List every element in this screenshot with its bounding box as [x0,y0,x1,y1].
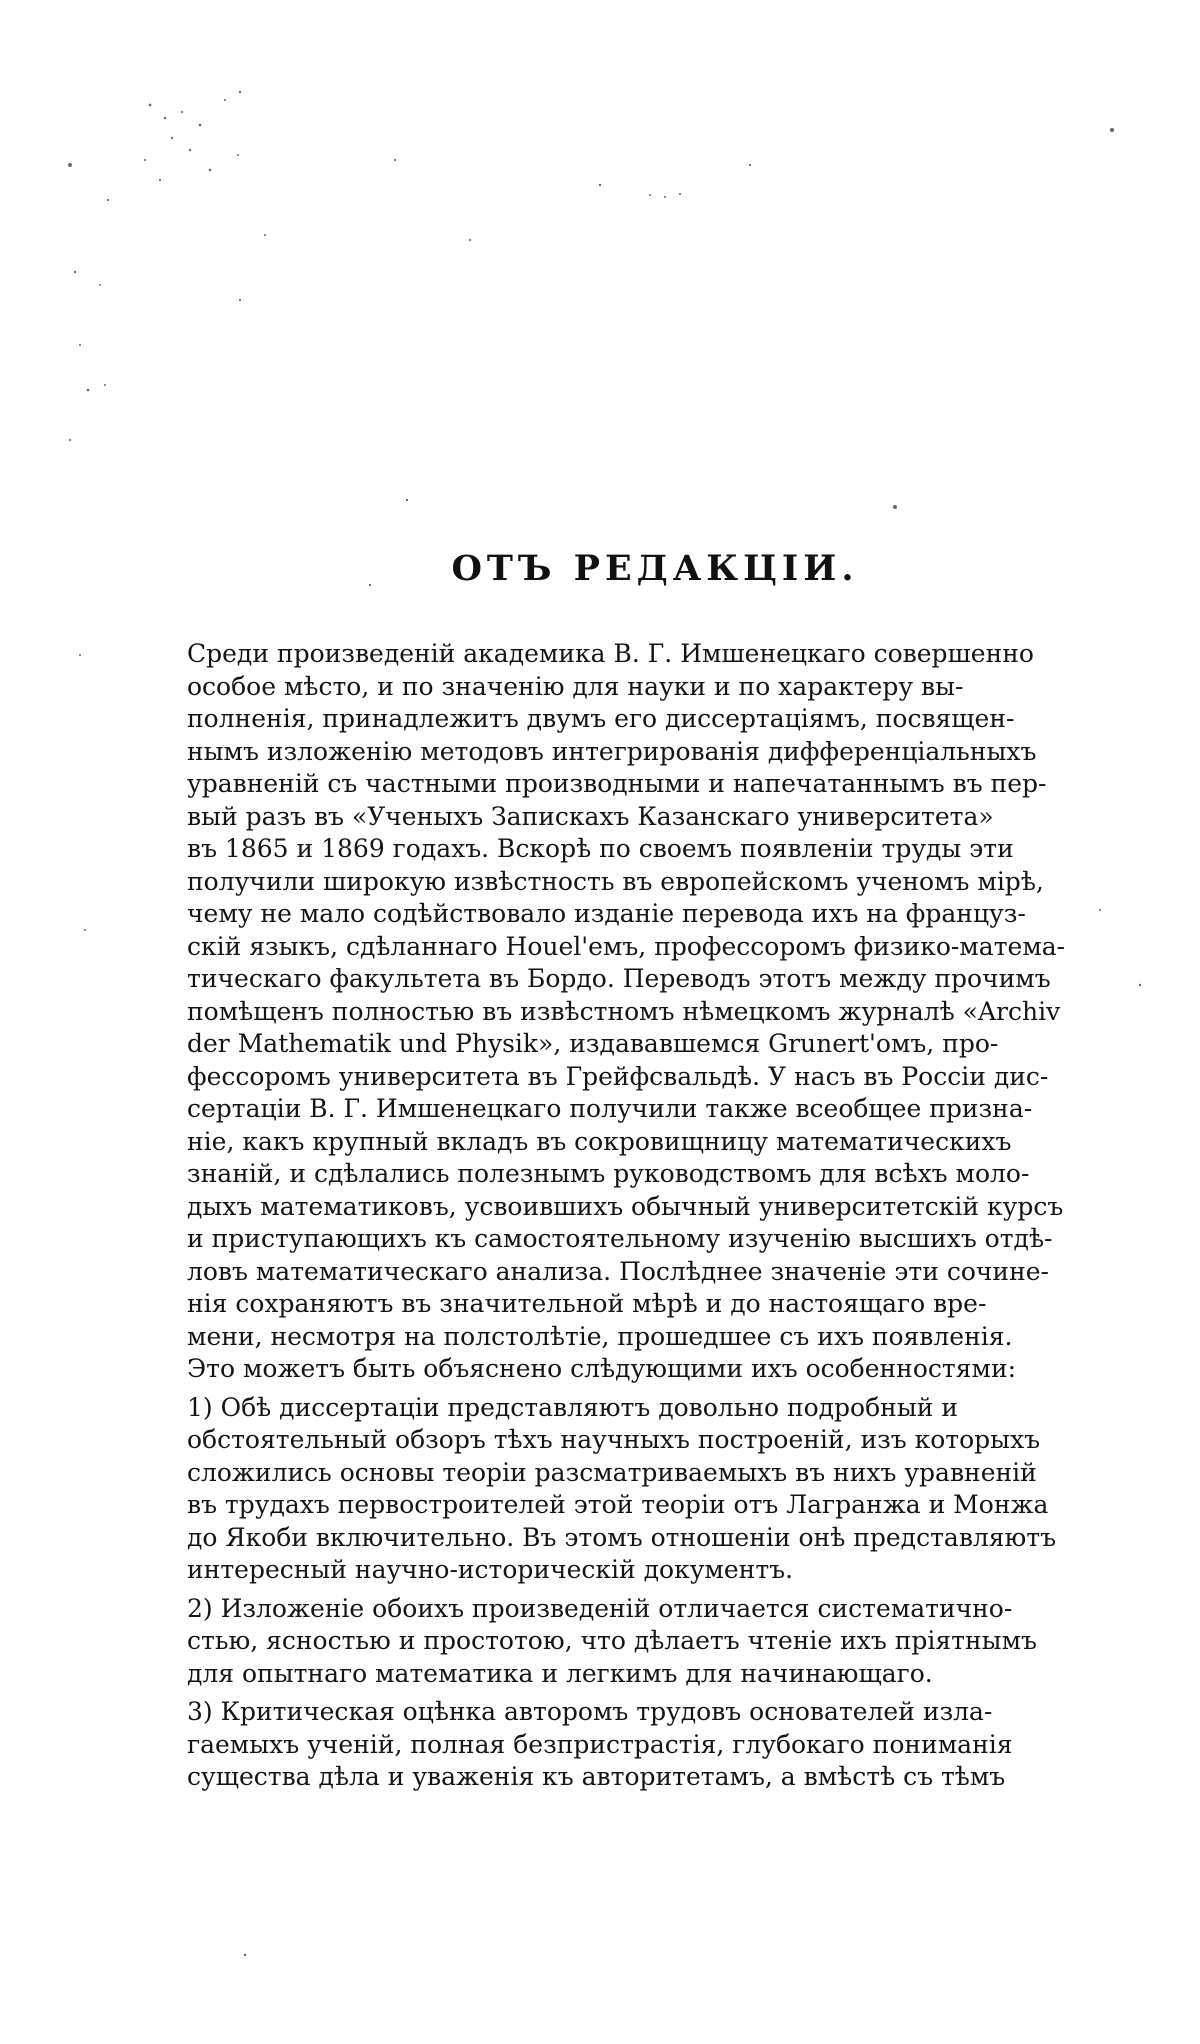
paragraph-point-3 [187,1696,1132,1794]
text-line: чему не мало содѣйствовало изданіе перевода ихъ на француз- [187,899,1026,928]
text-line: помѣщенъ полностью въ извѣстномъ нѣмецкомъ журналѣ «Archiv [187,996,1061,1026]
text-line: существа дѣла и уваженія къ авторитетамъ, а вмѣстѣ съ тѣмъ [187,1762,1006,1791]
text-line: уравненій съ частными производными и напечатаннымъ въ пер- [187,769,1047,798]
body-text [187,638,1132,1800]
text-line: гаемыхъ ученій, полная безпристрастія, глубокаго пониманія [187,1729,1013,1759]
paragraph-point-1 [187,1392,1132,1587]
text-line: Среди произведеній академика В. Г. Имшенецкаго совершенно [187,639,1034,668]
text-line: 1) Обѣ диссертаціи представляютъ довольно подробный и [187,1392,958,1422]
text-line: 3) Критическая оцѣнка авторомъ трудовъ основателей излa- [187,1697,993,1726]
text-line: ніе, какъ крупный вкладъ въ сокровищницу математическихъ [187,1126,1012,1156]
text-line: ловъ математическаго анализа. Послѣднее значеніе эти сочине- [187,1256,1049,1286]
text-line: для опытнаго математика и легкимъ для начинающаго. [187,1658,933,1688]
text-line: Это можетъ быть объяснено слѣдующими ихъ особенностями: [187,1354,1017,1383]
text-line: сертаціи В. Г. Имшенецкаго получили также всеобщее призна- [187,1094,1033,1123]
text-line: фессоромъ университета въ Грейфсвальдѣ. У насъ въ Россіи дис- [187,1061,1049,1091]
text-line: получили широкую извѣстность въ европейскомъ ученомъ мірѣ, [187,866,1044,896]
text-line: полненія, принадлежитъ двумъ его диссертаціямъ, посвящен- [187,704,1015,733]
text-line: der Mathematik und Physik», издававшемся Grunert'омъ, про- [187,1029,999,1058]
text-line: нія сохраняютъ въ значительной мѣрѣ и до настоящаго вре- [187,1289,987,1318]
text-line: знаній, и сдѣлались полезнымъ руководствомъ для всѣхъ моло- [187,1159,1030,1188]
text-line: и приступающихъ къ самостоятельному изученію высшихъ отдѣ- [187,1224,1053,1253]
paragraph-intro [187,638,1132,1386]
text-line: обстоятельный обзоръ тѣхъ научныхъ построеній, изъ которыхъ [187,1425,1041,1454]
text-line: нымъ изложенію методовъ интегрированія дифференціальныхъ [187,736,1037,766]
text-line: интересный научно-историческій документъ. [187,1555,794,1584]
page-title: ОТЪ РЕДАКЦІИ. [451,548,859,589]
text-line: до Якоби включительно. Въ этомъ отношеніи онѣ представляютъ [187,1522,1057,1552]
text-line: въ 1865 и 1869 годахъ. Вскорѣ по своемъ появленіи труды эти [187,834,1014,863]
text-line: 2) Изложеніе обоихъ произведеній отличается систематично- [187,1593,1013,1623]
text-line: тическаго факультета въ Бордо. Переводъ этотъ между прочимъ [187,964,1051,993]
text-line: сложились основы теоріи разсматриваемыхъ въ нихъ уравненій [187,1457,1037,1487]
text-line: дыхъ математиковъ, усвоившихъ обычный университетскій курсъ [187,1191,1064,1221]
text-line: вый разъ въ «Ученыхъ Запискахъ Казанскаго университета» [187,801,994,831]
text-line: мени, несмотря на полстолѣтіе, прошедшее съ ихъ появленія. [187,1321,1013,1351]
text-line: стью, ясностью и простотою, что дѣлаетъ чтеніе ихъ пріятнымъ [187,1626,1037,1655]
paragraph-point-2 [187,1593,1132,1691]
text-line: особое мѣсто, и по значенію для науки и по характеру вы- [187,671,964,701]
text-line: въ трудахъ первостроителей этой теоріи отъ Лагранжа и Монжа [187,1490,1049,1519]
text-line: скій языкъ, сдѣланнаго Houel'емъ, профессоромъ физико-матема- [187,931,1066,961]
